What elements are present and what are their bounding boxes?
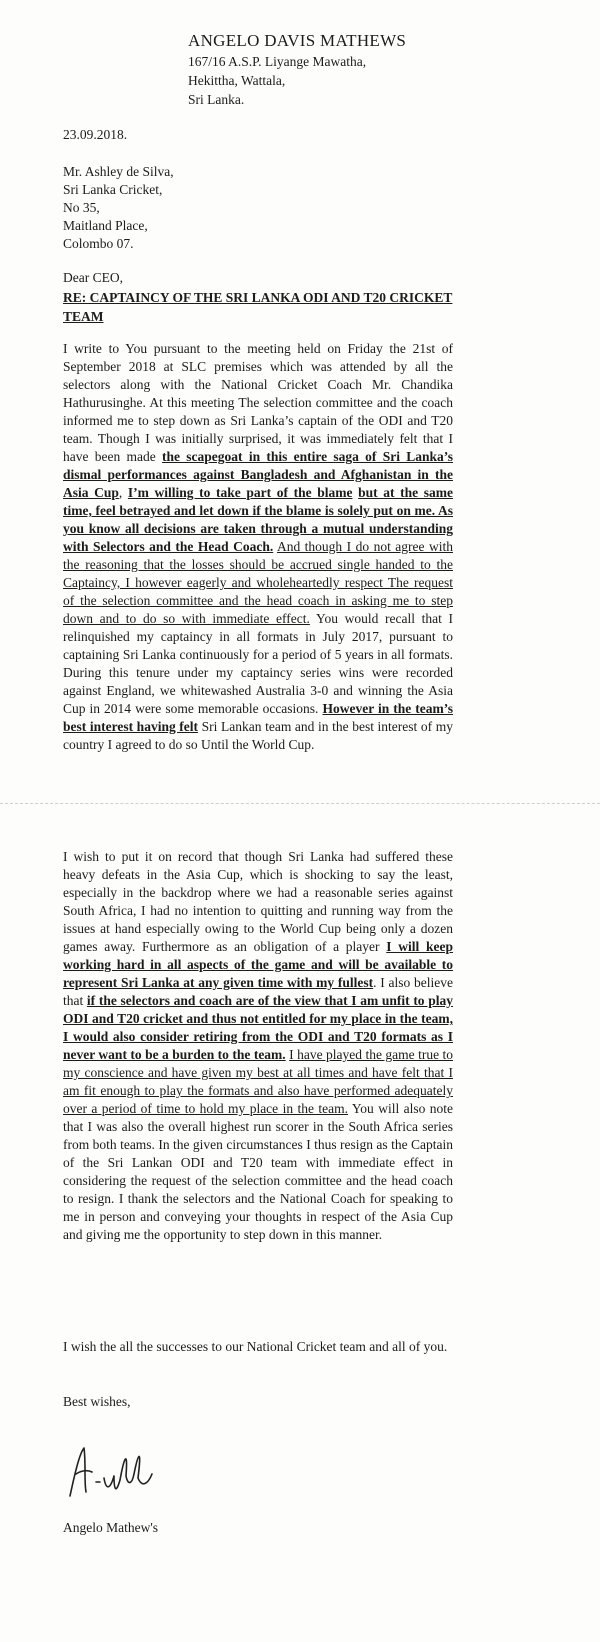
emphasis-run: if the selectors and coach are of the view that I am unfit to play ODI and T20 cricket and thus not entitled for my place in the team, I would also consider retiring from the ODI and T20 formats as I never want to be a burden to the team. (63, 993, 453, 1062)
emphasis-run: the scapegoat in this entire saga of Sri Lanka’s dismal performances against Bangladesh and Afghanistan in the Asia Cup (63, 449, 453, 500)
sender-name: ANGELO DAVIS MATHEWS (188, 31, 407, 50)
emphasis-run: but at the same time, feel betrayed and let down if the blame is solely put on me. As you know all decisions are taken through a mutual understanding with Selectors and the Head Coach. (63, 485, 454, 554)
letter-date: 23.09.2018. (63, 127, 128, 142)
text-run: , (118, 485, 128, 500)
signature-icon (62, 1418, 182, 1508)
emphasis-run: I will keep working hard in all aspects of the game and will be available to represent Sri Lanka at any given time with my fullest (63, 939, 453, 990)
recipient-line: Maitland Place, (63, 218, 148, 233)
body-paragraph-3 (63, 1338, 453, 1356)
text-run: You would recall that I relinquished my captaincy in all formats in July 2017, pursuant to captaining Sri Lanka continuously for a period of 5 years in all formats. During this tenure under my captaincy series wins were recorded against England, we whitewashed Australia 3-0 and winning the Asia Cup in 2014 were some memorable occasions. (63, 611, 454, 716)
sender-address-line: Sri Lanka. (188, 92, 245, 107)
sender-address-line: Hekittha, Wattala, (188, 73, 286, 88)
signed-name: Angelo Mathew's (63, 1520, 159, 1535)
sender-block (188, 30, 406, 109)
closing-line: Best wishes, (63, 1394, 131, 1409)
salutation: Dear CEO, (63, 270, 123, 285)
body-paragraph-1 (63, 340, 453, 754)
closing-paragraph: I wish the all the successes to our National Cricket team and all of you. (63, 1339, 448, 1354)
text-run: I write to You pursuant to the meeting held on Friday the 21st of September 2018 at SLC premises which was attended by all the selectors along with the National Cricket Coach Mr. Chandika Hathurusinghe. At this meeting The selection committee and the coach informed me to step down as Sri Lanka’s captain of the ODI and T20 team. Though I was initially surprised, it was immediately felt that I have been made (63, 341, 453, 464)
subject-line: RE: CAPTAINCY OF THE SRI LANKA ODI AND T20 CRICKET TEAM (63, 290, 453, 324)
text-run: Sri Lankan team and in the best interest of my country I agreed to do so Until the World Cup. (63, 719, 453, 752)
emphasis-run: However in the team’s best interest having felt (63, 701, 453, 734)
body-paragraph-2 (63, 848, 453, 1244)
recipient-block (63, 163, 174, 253)
underlined-run: I have played the game true to my conscience and have given my best at all times and have felt that I am fit enough to play the formats and also have performed adequately over a period of time to hold my place in the team. (63, 1047, 454, 1116)
recipient-line: Sri Lanka Cricket, (63, 182, 163, 197)
recipient-line: Colombo 07. (63, 236, 134, 251)
emphasis-run: I’m willing to take part of the blame (127, 485, 353, 500)
text-run: I wish to put it on record that though Sri Lanka had suffered these heavy defeats in the Asia Cup, which is shocking to say the least, especially in the backdrop where we had a reasonable series against South Africa, I had no intention to quitting and running way from the issues at hand especially owing to the World Cup being only a dozen games away. Furthermore as an obligation of a player (63, 849, 453, 954)
text-run: . I also believe that (63, 975, 453, 1008)
scan-fold-line (0, 803, 600, 804)
recipient-line: No 35, (63, 200, 100, 215)
text-run: You will also note that I was also the overall highest run scorer in the South Africa series from both teams. In the given circumstances I thus resign as the Captain of the Sri Lankan ODI and T20 team with immediate effect in considering the request of the selection committee and the head coach to resign. I thank the selectors and the National Coach for speaking to me in person and conveying your thoughts in respect of the Asia Cup and giving me the opportunity to step down in this manner. (63, 1101, 454, 1242)
sender-address-line: 167/16 A.S.P. Liyange Mawatha, (188, 54, 367, 69)
recipient-line: Mr. Ashley de Silva, (63, 164, 174, 179)
underlined-run: And though I do not agree with the reasoning that the losses should be accrued single handed to the Captaincy, I however eagerly and wholeheartedly respect The request of the selection committee and the head coach in asking me to step down and to do so with immediate effect. (63, 539, 453, 626)
